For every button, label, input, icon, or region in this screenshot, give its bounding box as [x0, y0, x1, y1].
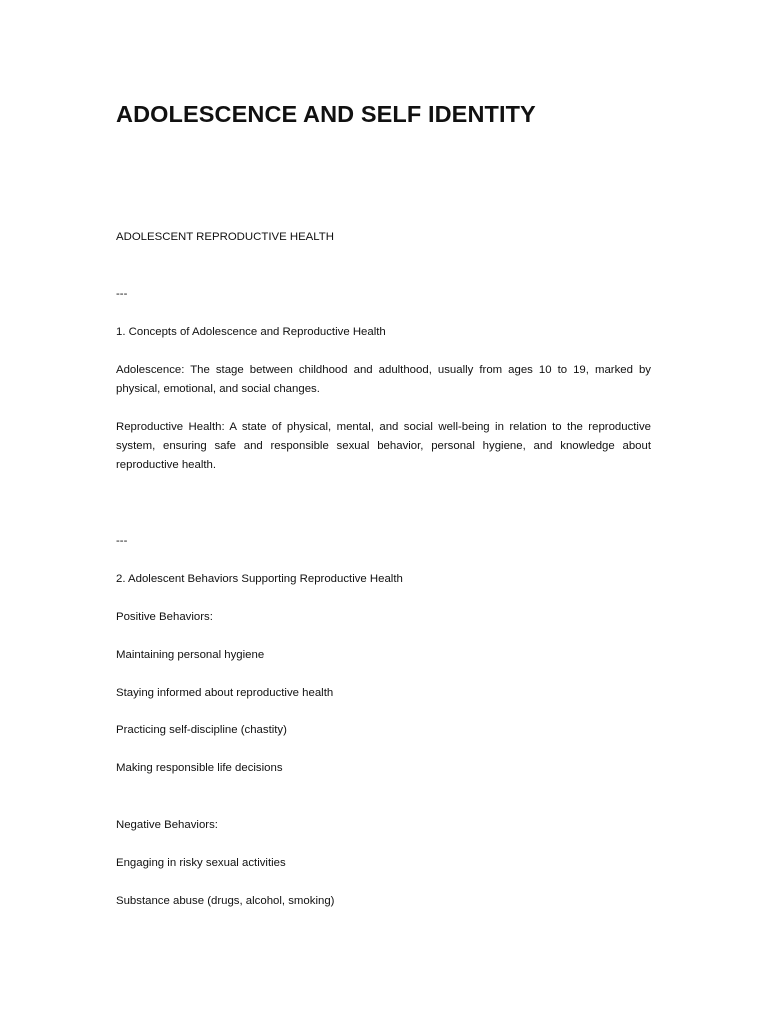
- list-item: Substance abuse (drugs, alcohol, smoking): [116, 895, 335, 907]
- section-2-heading: 2. Adolescent Behaviors Supporting Reproductive Health: [116, 573, 403, 585]
- positive-behaviors-label: Positive Behaviors:: [116, 611, 213, 623]
- reproductive-health-definition: Reproductive Health: A state of physical, mental, and social well-being in relation to the reproductive system, ensuring safe and responsible sexual behavior, personal hygiene, and knowledge about reproductive health.: [116, 421, 651, 471]
- section-separator: ---: [116, 535, 128, 547]
- adolescence-definition: Adolescence: The stage between childhood and adulthood, usually from ages 10 to 19, marked by physical, emotional, and social changes.: [116, 364, 651, 395]
- negative-behaviors-label: Negative Behaviors:: [116, 819, 218, 831]
- section-1-heading: 1. Concepts of Adolescence and Reproductive Health: [116, 326, 386, 338]
- section-separator: ---: [116, 288, 128, 300]
- document-subtitle: ADOLESCENT REPRODUCTIVE HEALTH: [116, 231, 334, 243]
- list-item: Making responsible life decisions: [116, 762, 283, 774]
- list-item: Engaging in risky sexual activities: [116, 857, 286, 869]
- list-item: Staying informed about reproductive health: [116, 687, 334, 699]
- list-item: Practicing self-discipline (chastity): [116, 724, 287, 736]
- list-item: Maintaining personal hygiene: [116, 649, 265, 661]
- document-title: ADOLESCENCE AND SELF IDENTITY: [116, 101, 536, 127]
